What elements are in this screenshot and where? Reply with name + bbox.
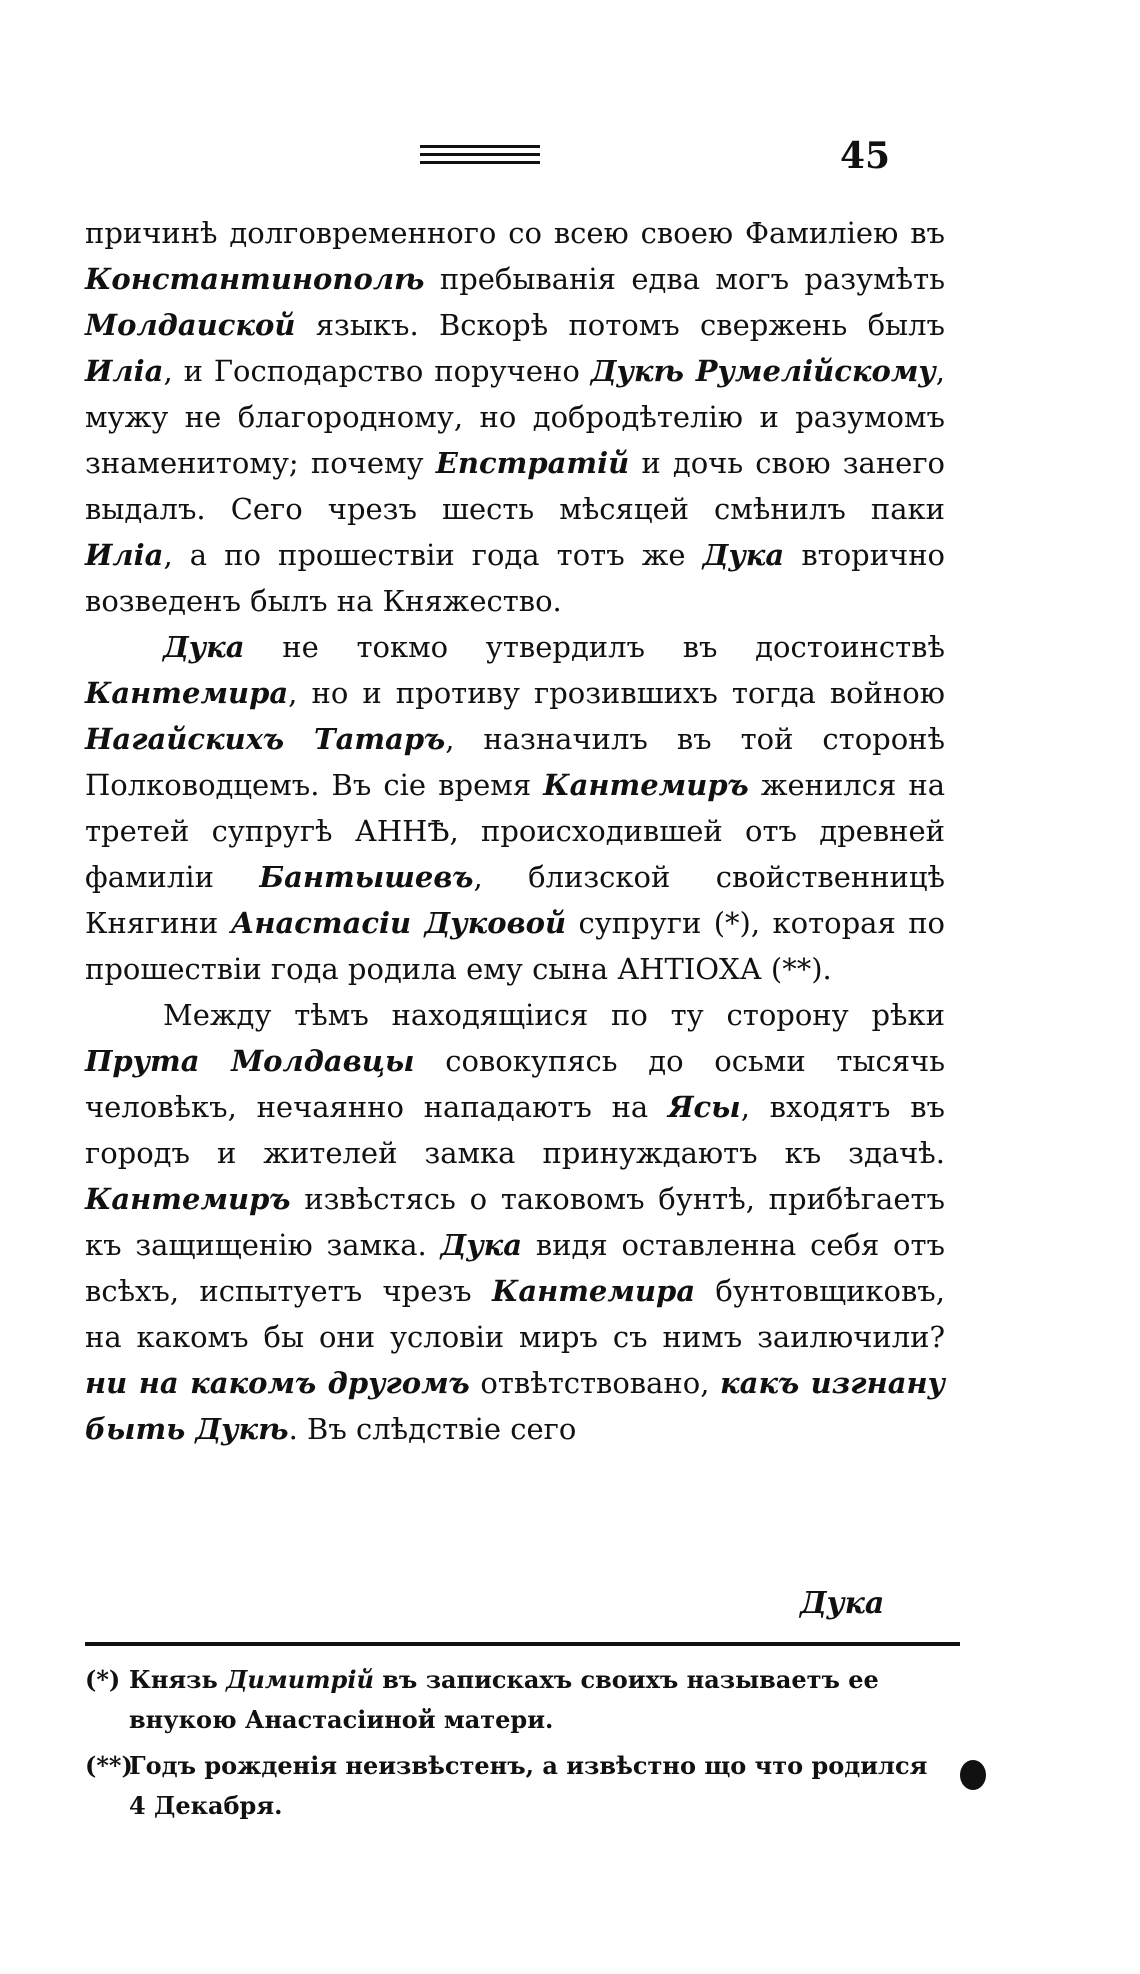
text-run: совокупясь до осьми тысячь человѣкъ, нечаянно нападаютъ на: [85, 1044, 946, 1124]
text-run: и дочь свою занего выдалъ. Сего чрезъ шесть мѣсяцей смѣнилъ паки: [85, 446, 945, 526]
footnote-italic-run: Димитрій: [226, 1665, 374, 1694]
italic-run: Дука: [702, 538, 785, 572]
italic-run: Бантышевъ: [259, 860, 474, 894]
italic-run: Анастасіи Дуковой: [230, 906, 567, 940]
italic-run: Дука: [440, 1228, 523, 1262]
text-run: супруги (*), которая по прошествіи года родила ему сына АНТІОХА (**).: [85, 906, 945, 986]
footnote-text-run: въ запискахъ своихъ называетъ ее внукою Анастасіиной матери.: [129, 1665, 879, 1734]
text-run: пребыванія едва могъ разумѣть: [424, 262, 945, 296]
text-run: видя оставленна себя отъ всѣхъ, испытуетъ чрезъ: [85, 1228, 945, 1308]
italic-run: Иліа: [85, 354, 164, 388]
footnote-mark: (**): [85, 1751, 133, 1780]
text-run: , близской свойственницѣ Княгини: [85, 860, 946, 940]
paragraph: [85, 992, 945, 1452]
footnote-mark: (*): [85, 1665, 121, 1694]
footnotes: [85, 1660, 945, 1832]
italic-run: Иліа: [85, 538, 164, 572]
text-run: , входятъ въ городъ и жителей замка принуждаютъ къ здачѣ.: [85, 1090, 945, 1170]
paragraph: [85, 210, 945, 624]
text-run: извѣстясь о таковомъ бунтѣ, прибѣгаетъ къ защищенію замка.: [85, 1182, 945, 1262]
page-number: 45: [840, 135, 891, 177]
text-run: не токмо утвердилъ въ достоинствѣ: [244, 630, 945, 664]
footnote: [85, 1746, 945, 1826]
italic-run: Прута Молдавцы: [85, 1044, 415, 1078]
page-header: [0, 135, 1140, 175]
text-run: языкъ. Вскорѣ потомъ свержень былъ: [295, 308, 945, 342]
text-run: . Въ слѣдствіе сего: [288, 1412, 577, 1446]
header-ornament-rule: [420, 145, 540, 169]
italic-run: Молдаиской: [85, 308, 296, 342]
italic-run: Дукѣ Румелійскому: [590, 354, 936, 388]
footnote-text-run: Князь: [129, 1665, 227, 1694]
italic-run: Кантемиръ: [85, 1182, 291, 1216]
italic-run: ни на какомъ другомъ: [85, 1366, 470, 1400]
italic-run: Кантемира: [491, 1274, 696, 1308]
italic-run: Нагайскихъ Татаръ: [85, 722, 446, 756]
footnote: [85, 1660, 945, 1740]
italic-run: Константинополѣ: [85, 262, 425, 296]
ink-blot: [960, 1760, 986, 1790]
footnote-text-run: Годъ рожденія неизвѣстенъ, а извѣстно що что родился 4 Декабря.: [129, 1751, 928, 1820]
text-run: , но и противу грозившихъ тогда войною: [288, 676, 945, 710]
text-run: , и Господарство поручено: [163, 354, 591, 388]
footnote-divider: [85, 1642, 960, 1646]
text-run: причинѣ долговременного со всею своею Фамиліею въ: [85, 216, 945, 250]
italic-run: Кантемира: [85, 676, 289, 710]
text-run: , назначилъ въ той сторонѣ Полководцемъ. Въ сіе время: [85, 722, 945, 802]
paragraph: [85, 624, 945, 992]
catchword: Дука: [800, 1586, 885, 1621]
main-text: [85, 210, 945, 1452]
text-run: , мужу не благородному, но добродѣтелію и разумомъ знаменитому; почему: [85, 354, 945, 480]
text-run: отвѣтствовано,: [469, 1366, 721, 1400]
italic-run: Епстратій: [435, 446, 630, 480]
italic-run: какъ изгнану быть Дукѣ: [85, 1366, 945, 1446]
text-run: , а по прошествіи года тотъ же: [163, 538, 703, 572]
text-run: вторично возведенъ былъ на Княжество.: [85, 538, 946, 618]
italic-run: Кантемиръ: [543, 768, 749, 802]
text-run: бунтовщиковъ, на какомъ бы они условіи миръ съ нимъ заилючили?: [85, 1274, 945, 1354]
text-run: женился на третей супругѣ АННѢ, происходившей отъ древней фамиліи: [85, 768, 946, 894]
italic-run: Дука: [163, 630, 245, 664]
text-run: Между тѣмъ находящіися по ту сторону рѣки: [163, 998, 945, 1032]
italic-run: Ясы: [667, 1090, 741, 1124]
